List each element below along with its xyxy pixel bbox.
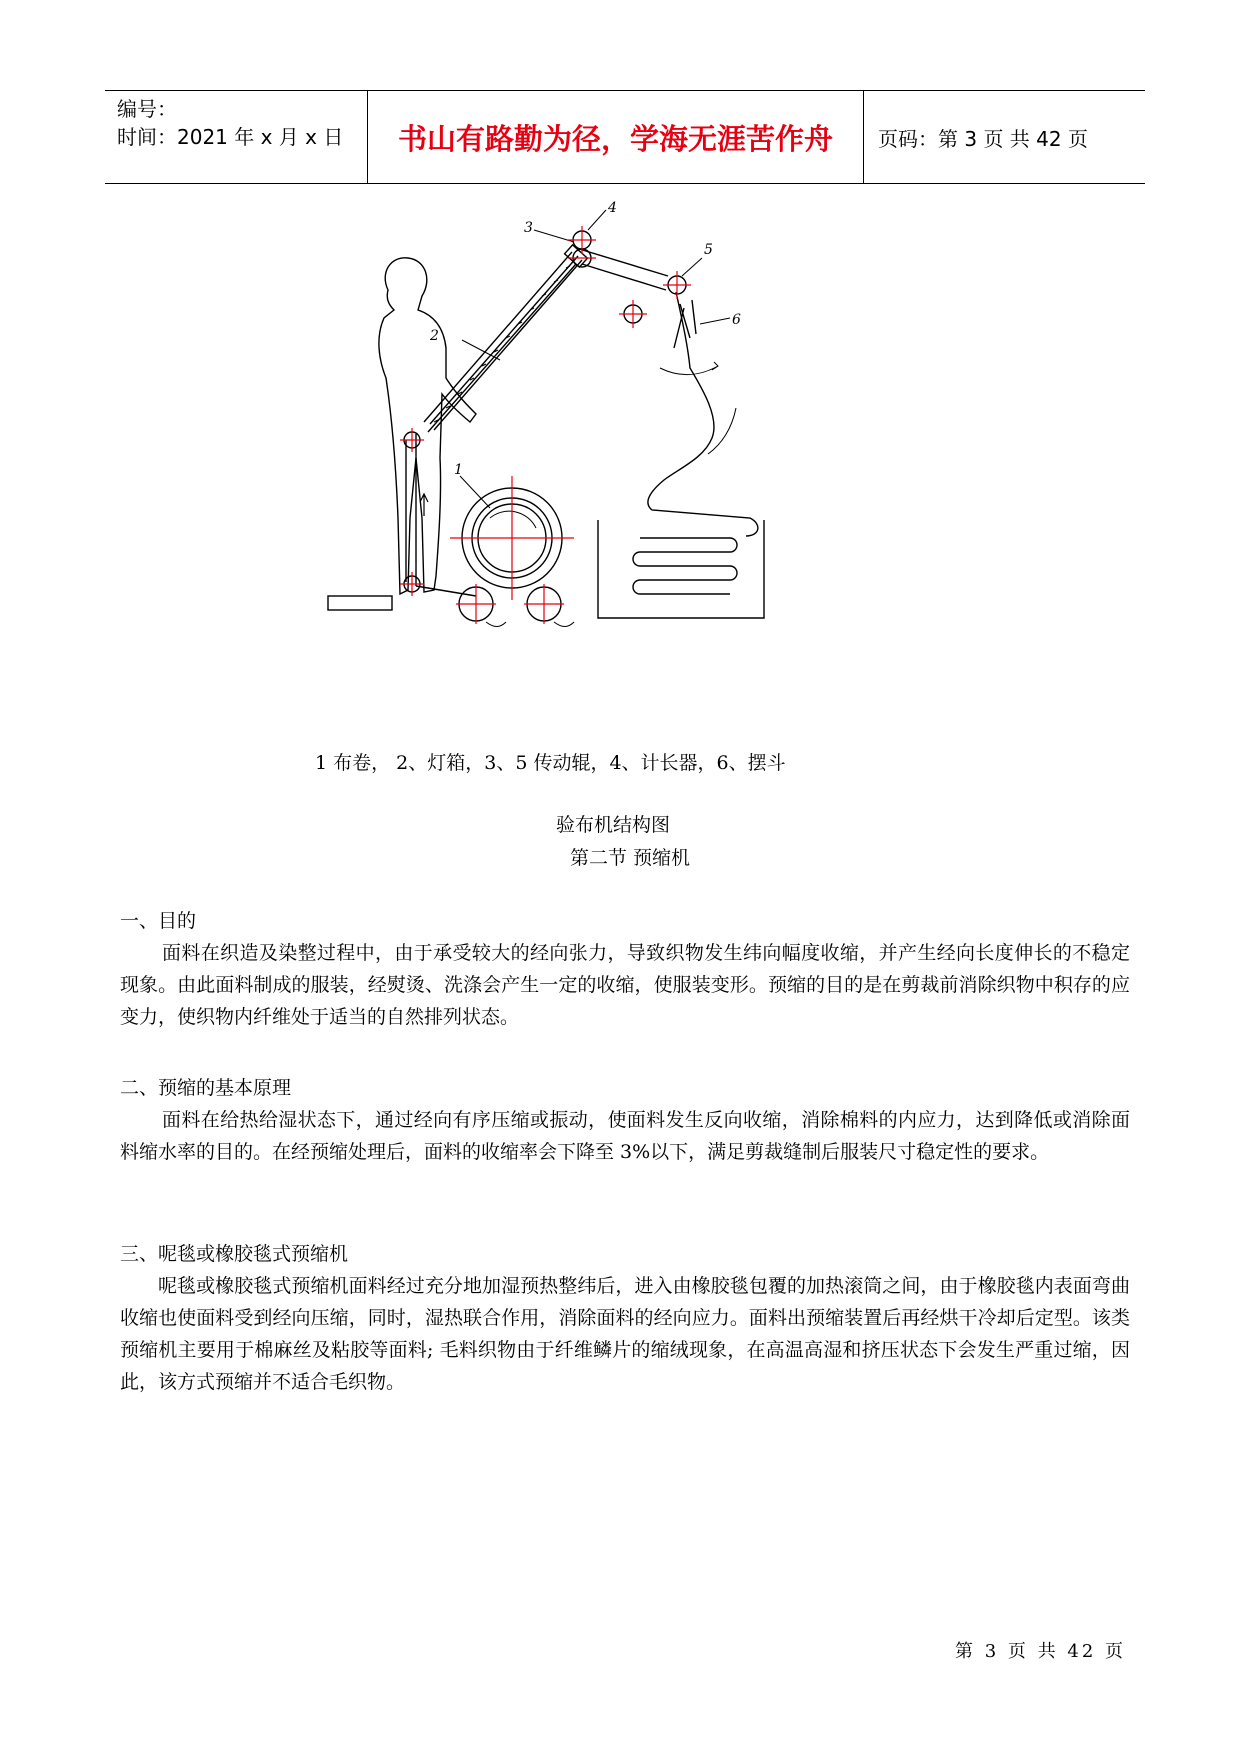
section-body-felt-shrinker	[120, 1270, 1130, 1398]
foot-platform	[328, 596, 392, 610]
page-header	[105, 90, 1145, 184]
section-body-principle	[120, 1104, 1130, 1168]
page-footer: 第 3 页 共 42 页	[955, 1641, 1126, 1662]
figure-legend: 1 布卷， 2、灯箱，3、5 传动辊，4、计长器，6、摆斗	[315, 752, 786, 774]
paragraph-purpose: 面料在织造及染整过程中，由于承受较大的经向张力，导致织物发生纬向幅度收缩，并产生经向长度伸长的不稳定现象。由此面料制成的服装，经熨烫、洗涤会产生一定的收缩，使服装变形。预缩的目的是在剪裁前消除织物中积存的应变力，使织物内纤维处于适当的自然排列状态。	[120, 942, 1130, 1028]
section-body-purpose	[120, 937, 1130, 1033]
header-meta	[105, 91, 368, 183]
header-page-number: 页码：第 3 页 共 42 页	[878, 126, 1088, 151]
operator-figure	[379, 258, 476, 594]
header-motto: 书山有路勤为径，学海无涯苦作舟	[368, 91, 864, 183]
document-time: 时间：2021 年 x 月 x 日	[117, 125, 344, 149]
figure-label-2: 2	[430, 328, 439, 344]
paragraph-felt-shrinker: 呢毯或橡胶毯式预缩机面料经过充分地加湿预热整纬后，进入由橡胶毯包覆的加热滚筒之间，由于橡胶毯内表面弯曲收缩也使面料受到经向压缩，同时，湿热联合作用，消除面料的经向应力。面料出预缩装置后再经烘干冷却后定型。该类预缩机主要用于棉麻丝及粘胶等面料; 毛料织物由于纤维鳞片的缩绒现象，在高温高湿和挤压状态下会发生严重过缩，因此，该方式预缩并不适合毛织物。	[120, 1275, 1130, 1393]
figure-label-1: 1	[454, 462, 463, 478]
figure-label-3: 3	[524, 220, 533, 236]
figure-label-4: 4	[608, 200, 617, 216]
paragraph-principle: 面料在给热给湿状态下，通过经向有序压缩或振动，使面料发生反向收缩，消除棉料的内应力，达到降低或消除面料缩水率的目的。在经预缩处理后，面料的收缩率会下降至 3%以下，满足剪裁缝制后服装尺寸稳定性的要求。	[120, 1109, 1130, 1163]
figure-label-6: 6	[732, 312, 741, 328]
section-heading-purpose: 一、目的	[120, 910, 197, 932]
figure-label-5: 5	[704, 242, 713, 258]
figure-title: 验布机结构图	[556, 814, 671, 836]
section-heading-principle: 二、预缩的基本原理	[120, 1077, 292, 1099]
inspection-machine-diagram	[350, 200, 880, 718]
document-number: 编号：	[117, 97, 177, 121]
section-heading-felt-shrinker: 三、呢毯或橡胶毯式预缩机	[120, 1243, 349, 1265]
section-title: 第二节 预缩机	[570, 847, 691, 869]
